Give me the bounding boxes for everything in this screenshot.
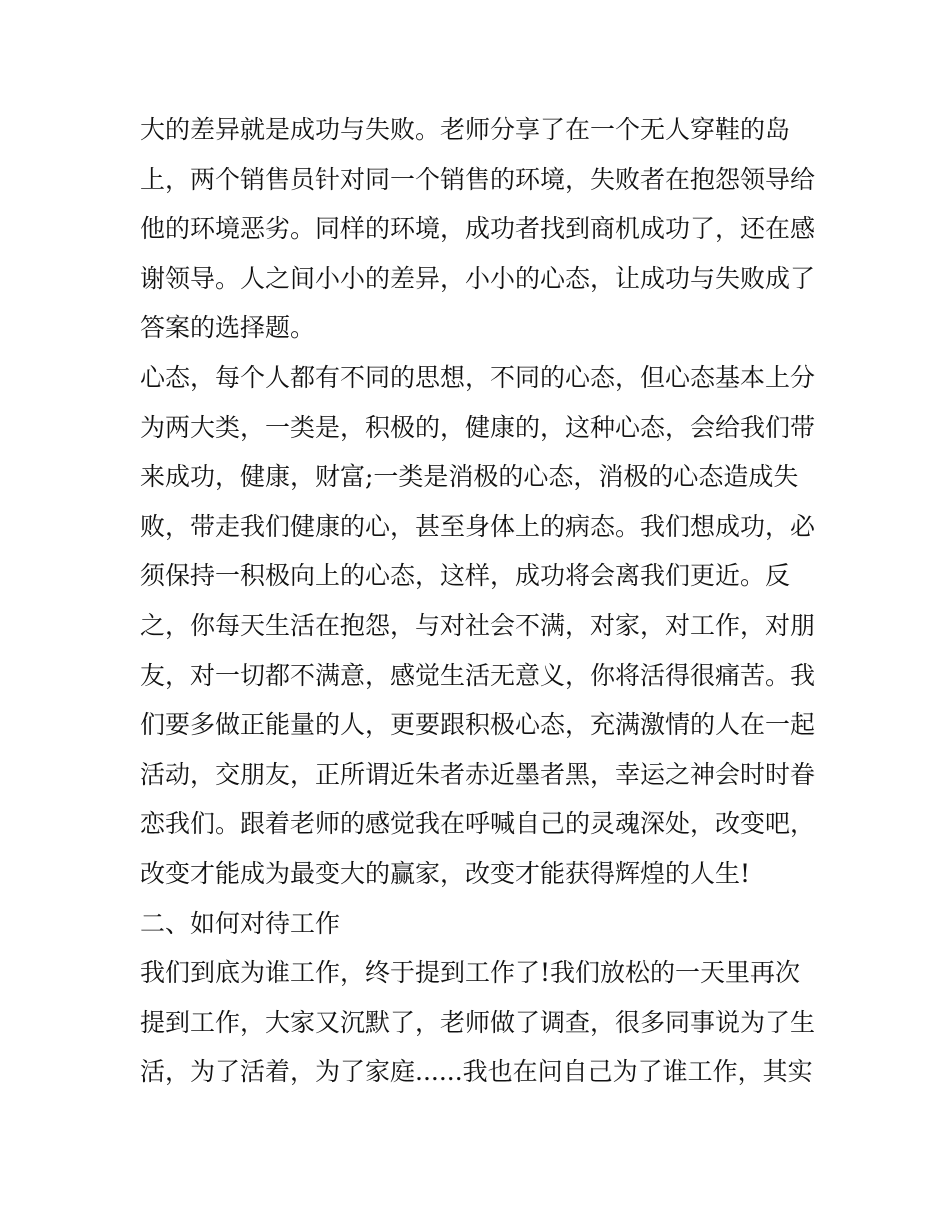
text-line: 大的差异就是成功与失败。老师分享了在一个无人穿鞋的岛 (140, 115, 791, 144)
text-line: 上，两个销售员针对同一个销售的环境，失败者在抱怨领导给 (140, 164, 816, 194)
text-line: 我们到底为谁工作，终于提到工作了!我们放松的一天里再次 (140, 958, 801, 988)
text-line: 恋我们。跟着老师的感觉我在呼喊自己的灵魂深处，改变吧， (140, 809, 816, 839)
text-line: 须保持一积极向上的心态，这样，成功将会离我们更近。反 (140, 561, 791, 591)
text-line: 提到工作，大家又沉默了，老师做了调查，很多同事说为了生 (140, 1007, 816, 1037)
text-line: 改变才能成为最变大的赢家，改变才能获得辉煌的人生! (140, 858, 751, 888)
text-line: 谢领导。人之间小小的差异，小小的心态，让成功与失败成了 (140, 263, 816, 293)
text-line: 心态，每个人都有不同的思想，不同的心态，但心态基本上分 (140, 362, 816, 392)
text-line: 活，为了活着，为了家庭......我也在问自己为了谁工作，其实 (140, 1057, 813, 1087)
text-line: 他的环境恶劣。同样的环境，成功者找到商机成功了，还在感 (140, 214, 816, 244)
text-line: 之，你每天生活在抱怨，与对社会不满，对家，对工作，对朋 (140, 610, 816, 640)
text-line: 友，对一切都不满意，感觉生活无意义，你将活得很痛苦。我 (140, 660, 816, 690)
section-heading: 二、如何对待工作 (140, 908, 341, 938)
text-line: 来成功，健康，财富;一类是消极的心态，消极的心态造成失 (140, 462, 799, 492)
text-line: 活动，交朋友，正所谓近朱者赤近墨者黑，幸运之神会时时眷 (140, 759, 816, 789)
text-line: 们要多做正能量的人，更要跟积极心态，充满激情的人在一起 (140, 710, 816, 740)
text-line: 答案的选择题。 (140, 313, 316, 343)
document-body (140, 105, 820, 1097)
text-line: 为两大类，一类是，积极的，健康的，这种心态，会给我们带 (140, 412, 816, 442)
text-line: 败，带走我们健康的心，甚至身体上的病态。我们想成功，必 (140, 511, 816, 541)
